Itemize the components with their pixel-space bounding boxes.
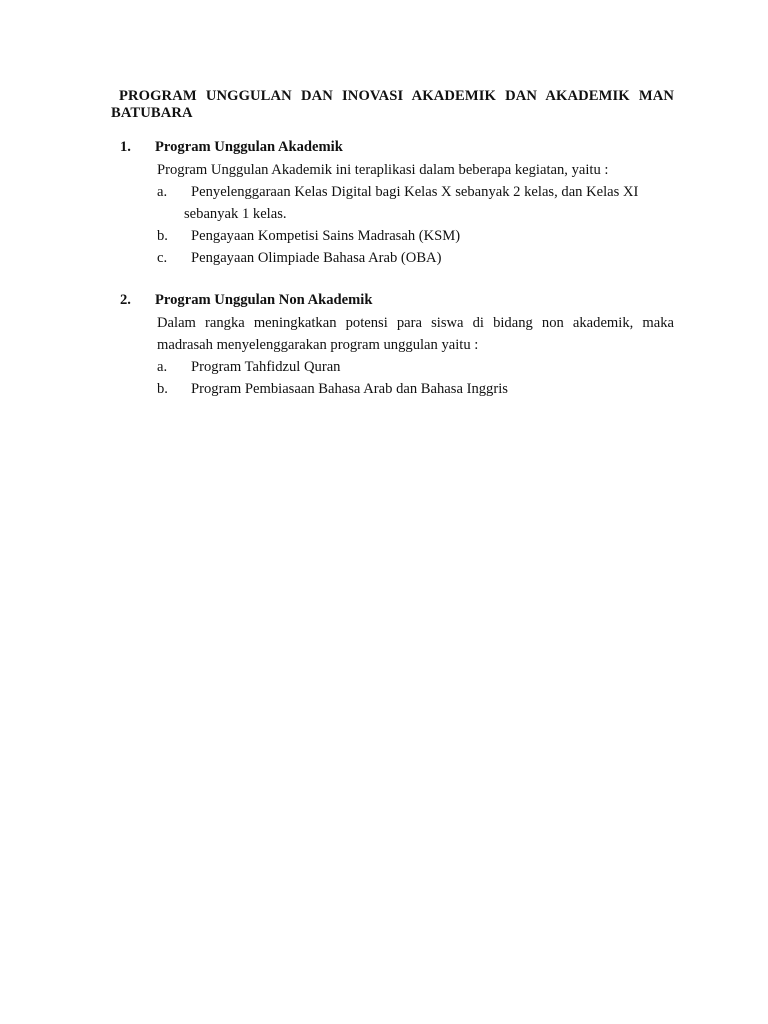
item-list: [157, 356, 674, 400]
section-title: Program Unggulan Akademik: [155, 139, 343, 155]
item-letter: a.: [157, 359, 168, 375]
section-program-unggulan-akademik: [120, 137, 676, 269]
item-text: Pengayaan Kompetisi Sains Madrasah (KSM): [191, 228, 461, 244]
section-number: 1.: [120, 139, 131, 155]
list-item: [157, 181, 674, 225]
list-item: [157, 378, 674, 400]
list-item: [157, 247, 674, 269]
item-letter: a.: [157, 184, 168, 200]
section-title: Program Unggulan Non Akademik: [155, 292, 373, 308]
item-text: Program Tahfidzul Quran: [191, 359, 341, 375]
list-item: [157, 356, 674, 378]
item-text: Program Pembiasaan Bahasa Arab dan Bahasa Inggris: [191, 381, 508, 397]
section-heading: [120, 290, 676, 310]
section-number: 2.: [120, 292, 131, 308]
document-title: PROGRAM UNGGULAN DAN INOVASI AKADEMIK DAN AKADEMIK MAN BATUBARA: [111, 88, 674, 121]
item-text: Penyelenggaraan Kelas Digital bagi Kelas X sebanyak 2 kelas, dan Kelas XI: [191, 184, 639, 200]
section-heading: [120, 137, 676, 157]
section-body: [157, 312, 674, 400]
section-program-unggulan-non-akademik: [120, 290, 676, 400]
section-intro: Program Unggulan Akademik ini teraplikasi dalam beberapa kegiatan, yaitu :: [157, 162, 609, 178]
item-list: [157, 181, 674, 269]
item-continuation: sebanyak 1 kelas.: [184, 206, 287, 222]
item-text: Pengayaan Olimpiade Bahasa Arab (OBA): [191, 250, 442, 266]
item-letter: c.: [157, 250, 168, 266]
list-item: [157, 225, 674, 247]
section-body: [157, 159, 674, 269]
item-letter: b.: [157, 381, 168, 397]
item-letter: b.: [157, 228, 168, 244]
section-intro: Dalam rangka meningkatkan potensi para siswa di bidang non akademik, maka madrasah menyelenggarakan program unggulan yaitu :: [157, 315, 674, 353]
